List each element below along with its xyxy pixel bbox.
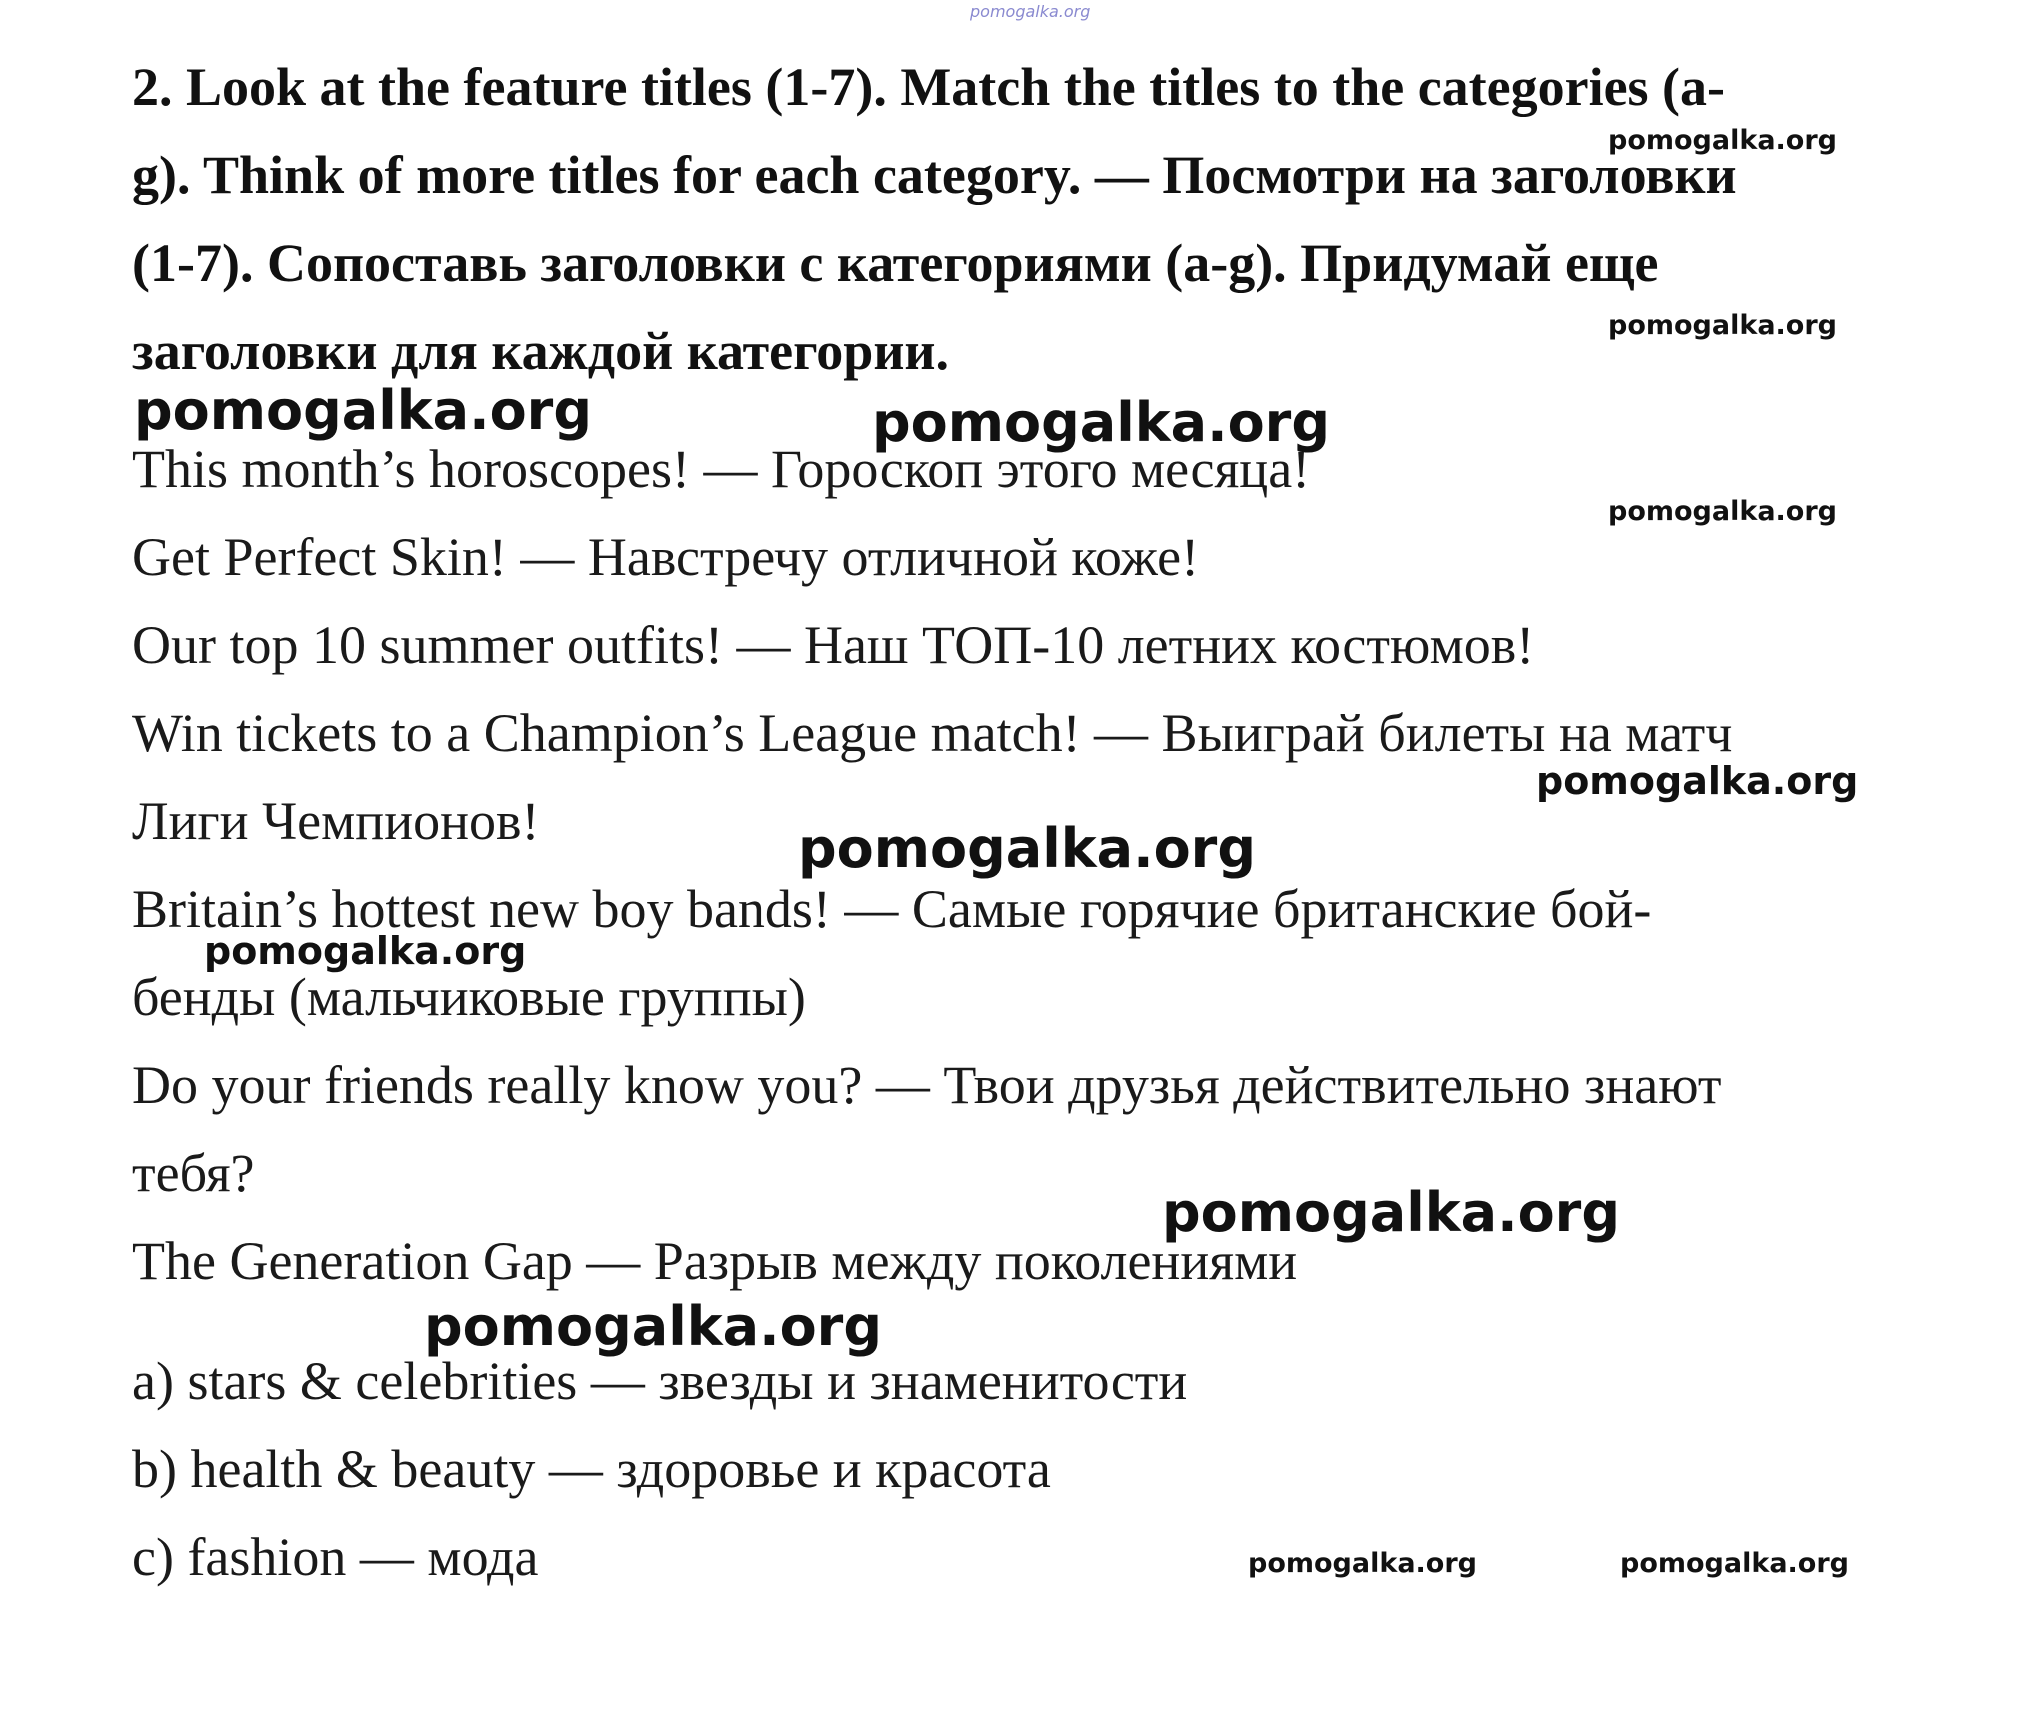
category-line: c) fashion — мода	[132, 1527, 539, 1587]
title-line: тебя?	[132, 1143, 255, 1203]
title-line: Our top 10 summer outfits! — Наш ТОП-10 летних костюмов!	[132, 615, 1535, 675]
title-line: Win tickets to a Champion’s League match! — Выиграй билеты на матч	[132, 703, 1733, 763]
watermark: pomogalka.org	[872, 391, 1330, 454]
watermark: pomogalka.org	[1608, 496, 1837, 527]
title-line: Лиги Чемпионов!	[132, 791, 540, 851]
exercise-heading-line-1: 2. Look at the feature titles (1-7). Match the titles to the categories (a-	[132, 57, 1726, 117]
watermark: pomogalka.org	[798, 817, 1256, 880]
title-line: бенды (мальчиковые группы)	[132, 967, 806, 1027]
title-line: This month’s horoscopes! — Гороскоп этого месяца!	[132, 439, 1311, 499]
watermark: pomogalka.org	[424, 1295, 882, 1358]
category-line: b) health & beauty — здоровье и красота	[132, 1439, 1051, 1499]
title-line: Britain’s hottest new boy bands! — Самые горячие британские бой-	[132, 879, 1652, 939]
title-line: Get Perfect Skin! — Навстречу отличной коже!	[132, 527, 1200, 587]
title-line: Do your friends really know you? — Твои друзья действительно знают	[132, 1055, 1722, 1115]
watermark: pomogalka.org	[1608, 310, 1837, 341]
title-line: The Generation Gap — Разрыв между поколениями	[132, 1231, 1298, 1291]
watermark: pomogalka.org	[204, 929, 527, 973]
exercise-heading-line-3: (1-7). Сопоставь заголовки с категориями (a-g). Придумай еще	[132, 233, 1659, 293]
category-line: a) stars & celebrities — звезды и знаменитости	[132, 1351, 1188, 1411]
watermark: pomogalka.org	[1536, 759, 1859, 803]
watermark: pomogalka.org	[1620, 1548, 1849, 1579]
watermark: pomogalka.org	[1248, 1548, 1477, 1579]
watermark: pomogalka.org	[134, 379, 592, 442]
watermark: pomogalka.org	[1162, 1181, 1620, 1244]
watermark: pomogalka.org	[1608, 125, 1837, 156]
exercise-heading-line-2: g). Think of more titles for each category. — Посмотри на заголовки	[132, 145, 1737, 205]
watermark-top: pomogalka.org	[970, 2, 1091, 21]
exercise-heading-line-4: заголовки для каждой категории.	[132, 321, 950, 381]
